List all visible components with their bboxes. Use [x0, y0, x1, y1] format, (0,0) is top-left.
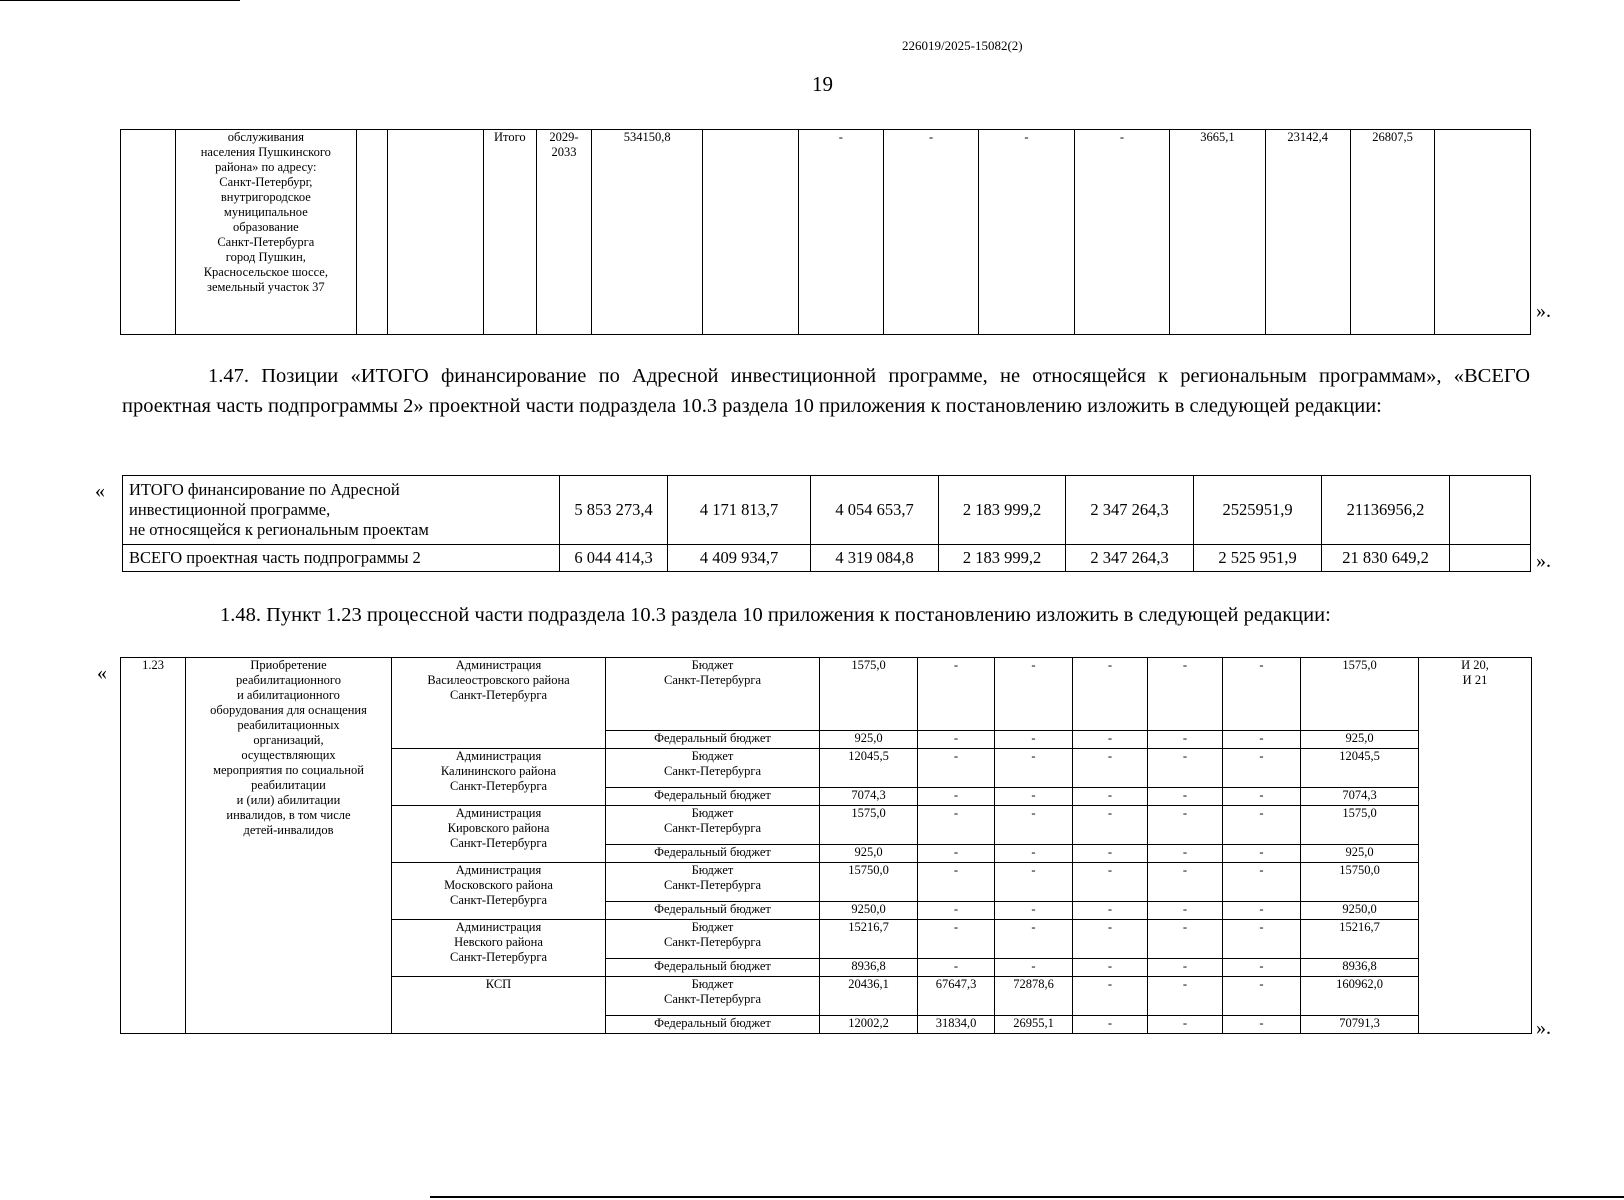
value-cell: 7074,3 — [820, 788, 918, 806]
value-cell: - — [1073, 806, 1148, 845]
value-cell: 7074,3 — [1301, 788, 1419, 806]
empty-cell — [1450, 476, 1531, 545]
close-quote: ». — [1536, 300, 1551, 322]
value-cell: - — [918, 845, 995, 863]
value-cell: 2 525 951,9 — [1194, 545, 1322, 572]
executor-line: Санкт-Петербурга — [449, 893, 547, 907]
value-cell: 925,0 — [1301, 731, 1419, 749]
value-cell: 1575,0 — [1301, 658, 1419, 731]
value-cell: - — [1148, 1016, 1223, 1034]
funding-source — [606, 902, 820, 920]
value-cell: - — [1148, 788, 1223, 806]
description-line: Санкт-Петербург, — [219, 175, 313, 189]
value-cell: - — [918, 863, 995, 902]
executor-line: Невского района — [454, 935, 543, 949]
source-line: Санкт-Петербурга — [663, 935, 761, 949]
source-line: Федеральный бюджет — [654, 902, 771, 916]
value-cell: 4 171 813,7 — [668, 476, 811, 545]
value-cell: - — [1073, 658, 1148, 731]
value-cell: 15750,0 — [1301, 863, 1419, 902]
executor-line: КСП — [485, 977, 512, 991]
process-table — [120, 657, 1532, 1034]
value-cell: - — [995, 731, 1073, 749]
value-cell: - — [1073, 1016, 1148, 1034]
item-number: 1.23 — [121, 658, 186, 1034]
indicator-line: И 21 — [1462, 673, 1488, 687]
source-line: Санкт-Петербурга — [663, 821, 761, 835]
value-cell: - — [1223, 806, 1301, 845]
executor-cell — [392, 920, 606, 977]
description-line: Санкт-Петербурга — [217, 235, 315, 249]
value-cell: - — [918, 658, 995, 731]
name-line: реабилитационного — [236, 673, 341, 687]
value-cell: - — [995, 788, 1073, 806]
total-cell: 534150,8 — [592, 130, 703, 335]
label-line: не относящейся к региональным проектам — [129, 519, 429, 539]
value-cell: - — [1148, 959, 1223, 977]
value-cell: - — [1223, 902, 1301, 920]
description-line: муниципальное — [223, 205, 308, 219]
source-line: Бюджет — [691, 920, 734, 934]
value-cell: - — [1148, 731, 1223, 749]
value-cell: 12002,2 — [820, 1016, 918, 1034]
value-cell: - — [995, 902, 1073, 920]
value-cell: 21 830 649,2 — [1322, 545, 1450, 572]
source-line: Санкт-Петербурга — [663, 992, 761, 1006]
value-cell: 3665,1 — [1170, 130, 1265, 335]
value-cell: - — [1223, 863, 1301, 902]
source-line: Санкт-Петербурга — [663, 673, 761, 687]
executor-cell — [392, 977, 606, 1034]
top-rule — [0, 0, 240, 1]
totals-table — [122, 475, 1531, 572]
source-line: Санкт-Петербурга — [663, 878, 761, 892]
value-cell: 5 853 273,4 — [560, 476, 668, 545]
source-line: Бюджет — [691, 749, 734, 763]
value-cell: - — [995, 959, 1073, 977]
value-cell: - — [1073, 977, 1148, 1016]
executor-line: Администрация — [455, 920, 542, 934]
value-cell: 26955,1 — [995, 1016, 1073, 1034]
funding-source — [606, 977, 820, 1016]
paragraph-1-47: 1.47. Позиции «ИТОГО финансирование по Адресной инвестиционной программе, не относящейся к региональным программам», «ВСЕГО проектная часть подпрограммы 2» проектной части подраздела 10.3 раздела 10 приложения к постановлению изложить в следующей редакции: — [122, 365, 1530, 417]
dash-cell: - — [979, 130, 1074, 335]
funding-source — [606, 845, 820, 863]
value-cell: - — [1073, 731, 1148, 749]
source-line: Федеральный бюджет — [654, 1016, 771, 1030]
label-line: инвестиционной программе, — [129, 500, 331, 520]
value-cell: 2 183 999,2 — [939, 545, 1066, 572]
funding-source — [606, 749, 820, 788]
value-cell: - — [1223, 977, 1301, 1016]
name-line: Приобретение — [250, 658, 327, 672]
description-line: земельный участок 37 — [207, 280, 325, 294]
value-cell: 8936,8 — [1301, 959, 1419, 977]
source-line: Бюджет — [691, 863, 734, 877]
object-description — [176, 130, 356, 335]
executor-line: Кировского района — [447, 821, 550, 835]
value-cell: - — [1148, 806, 1223, 845]
name-line: и (или) абилитации — [236, 793, 341, 807]
source-line: Федеральный бюджет — [654, 788, 771, 802]
value-cell: 6 044 414,3 — [560, 545, 668, 572]
value-cell: 925,0 — [820, 845, 918, 863]
open-quote: « — [97, 662, 107, 684]
executor-line: Администрация — [455, 863, 542, 877]
funding-source — [606, 806, 820, 845]
value-cell: 8936,8 — [820, 959, 918, 977]
indicator-line: И 20, — [1461, 658, 1489, 672]
value-cell: 12045,5 — [1301, 749, 1419, 788]
name-line: организаций, — [253, 733, 324, 747]
period-cell: 2029-2033 — [536, 130, 591, 335]
name-line: оборудования для оснащения — [210, 703, 367, 717]
empty-cell — [1450, 545, 1531, 572]
row-label — [123, 476, 560, 545]
value-cell: - — [918, 959, 995, 977]
source-line: Санкт-Петербурга — [663, 764, 761, 778]
empty-cell — [703, 130, 798, 335]
executor-cell — [392, 749, 606, 806]
description-line: город Пушкин, — [225, 250, 306, 264]
executor-cell — [392, 658, 606, 749]
dash-cell: - — [798, 130, 883, 335]
value-cell: - — [1073, 902, 1148, 920]
label-line: ВСЕГО проектная часть подпрограммы 2 — [129, 548, 421, 568]
value-cell: 20436,1 — [820, 977, 918, 1016]
value-cell: 9250,0 — [820, 902, 918, 920]
value-cell: - — [995, 749, 1073, 788]
value-cell: - — [1223, 845, 1301, 863]
executor-line: Московского района — [444, 878, 553, 892]
value-cell: 1575,0 — [820, 806, 918, 845]
value-cell: 23142,4 — [1265, 130, 1350, 335]
value-cell: - — [918, 749, 995, 788]
funding-source — [606, 658, 820, 731]
row-label — [123, 545, 560, 572]
value-cell: - — [918, 920, 995, 959]
funding-source — [606, 920, 820, 959]
executor-line: Санкт-Петербурга — [449, 688, 547, 702]
value-cell: 15750,0 — [820, 863, 918, 902]
executor-cell — [392, 806, 606, 863]
value-cell: 4 054 653,7 — [811, 476, 939, 545]
value-cell: - — [995, 920, 1073, 959]
value-cell: - — [1148, 749, 1223, 788]
name-line: реабилитации — [251, 778, 326, 792]
value-cell: - — [1073, 959, 1148, 977]
value-cell: - — [1223, 731, 1301, 749]
source-line: Федеральный бюджет — [654, 959, 771, 973]
value-cell: - — [995, 845, 1073, 863]
value-cell: 925,0 — [820, 731, 918, 749]
label-line: ИТОГО финансирование по Адресной — [129, 480, 400, 500]
paragraph-1-48: 1.48. Пункт 1.23 процессной части подраздела 10.3 раздела 10 приложения к постановлению изложить в следующей редакции: — [220, 604, 1331, 626]
executor-line: Администрация — [455, 658, 542, 672]
description-line: внутригородское — [220, 190, 311, 204]
value-cell: 2525951,9 — [1194, 476, 1322, 545]
value-cell: 2 347 264,3 — [1066, 545, 1194, 572]
source-line: Федеральный бюджет — [654, 845, 771, 859]
funding-source — [606, 731, 820, 749]
empty-cell — [121, 130, 176, 335]
value-cell: 15216,7 — [820, 920, 918, 959]
value-cell: 31834,0 — [918, 1016, 995, 1034]
empty-cell — [356, 130, 388, 335]
value-cell: - — [1148, 920, 1223, 959]
value-cell: 70791,3 — [1301, 1016, 1419, 1034]
value-cell: 12045,5 — [820, 749, 918, 788]
value-cell: 21136956,2 — [1322, 476, 1450, 545]
value-cell: - — [1148, 977, 1223, 1016]
source-line: Бюджет — [691, 977, 734, 991]
value-cell: - — [1223, 959, 1301, 977]
name-line: детей-инвалидов — [243, 823, 334, 837]
value-cell: - — [1223, 658, 1301, 731]
value-cell: 160962,0 — [1301, 977, 1419, 1016]
value-cell: - — [995, 658, 1073, 731]
value-cell: - — [1148, 863, 1223, 902]
name-line: и абилитационного — [237, 688, 340, 702]
value-cell: - — [1148, 902, 1223, 920]
page-number: 19 — [812, 72, 833, 96]
name-line: осуществляющих — [241, 748, 336, 762]
executor-line: Василеостровского района — [427, 673, 570, 687]
close-quote: ». — [1536, 550, 1551, 572]
value-cell: - — [995, 863, 1073, 902]
description-line: обслуживания — [227, 130, 304, 144]
value-cell: - — [1148, 845, 1223, 863]
open-quote: « — [95, 480, 105, 502]
dash-cell: - — [883, 130, 978, 335]
value-cell: 1575,0 — [820, 658, 918, 731]
indicators-cell — [1419, 658, 1532, 1034]
executor-line: Калининского района — [440, 764, 557, 778]
description-line: образование — [232, 220, 299, 234]
value-cell: 4 409 934,7 — [668, 545, 811, 572]
document-id: 226019/2025-15082(2) — [902, 38, 1023, 53]
value-cell: 2 347 264,3 — [1066, 476, 1194, 545]
value-cell: - — [918, 731, 995, 749]
value-cell: - — [1223, 920, 1301, 959]
executor-cell — [392, 863, 606, 920]
value-cell: 1575,0 — [1301, 806, 1419, 845]
source-line: Бюджет — [691, 658, 734, 672]
funding-source — [606, 788, 820, 806]
funding-source — [606, 863, 820, 902]
program-table-fragment — [120, 129, 1531, 335]
dash-cell: - — [1074, 130, 1169, 335]
source-cell: Итого — [483, 130, 536, 335]
value-cell: 4 319 084,8 — [811, 545, 939, 572]
executor-line: Администрация — [455, 806, 542, 820]
value-cell: 2 183 999,2 — [939, 476, 1066, 545]
item-name — [186, 658, 392, 1034]
name-line: инвалидов, в том числе — [226, 808, 351, 822]
value-cell: 925,0 — [1301, 845, 1419, 863]
close-quote: ». — [1536, 1017, 1551, 1039]
executor-line: Санкт-Петербурга — [449, 836, 547, 850]
executor-line: Санкт-Петербурга — [449, 779, 547, 793]
value-cell: - — [1073, 788, 1148, 806]
description-line: населения Пушкинского — [200, 145, 331, 159]
value-cell: - — [918, 788, 995, 806]
source-line: Бюджет — [691, 806, 734, 820]
funding-source — [606, 959, 820, 977]
value-cell: 67647,3 — [918, 977, 995, 1016]
value-cell: - — [1073, 920, 1148, 959]
value-cell: - — [1073, 749, 1148, 788]
description-line: района» по адресу: — [215, 160, 317, 174]
value-cell: - — [1148, 658, 1223, 731]
value-cell: - — [1223, 1016, 1301, 1034]
funding-source — [606, 1016, 820, 1034]
source-line: Федеральный бюджет — [654, 731, 771, 745]
value-cell: - — [918, 806, 995, 845]
value-cell: 26807,5 — [1350, 130, 1435, 335]
value-cell: - — [1223, 749, 1301, 788]
empty-cell — [388, 130, 483, 335]
empty-cell — [1435, 130, 1531, 335]
value-cell: - — [1073, 845, 1148, 863]
executor-line: Санкт-Петербурга — [449, 950, 547, 964]
value-cell: 72878,6 — [995, 977, 1073, 1016]
description-line: Красносельское шоссе, — [203, 265, 328, 279]
bottom-rule — [430, 1196, 1624, 1198]
value-cell: - — [1073, 863, 1148, 902]
value-cell: - — [1223, 788, 1301, 806]
name-line: мероприятия по социальной — [213, 763, 364, 777]
value-cell: - — [995, 806, 1073, 845]
executor-line: Администрация — [455, 749, 542, 763]
value-cell: - — [918, 902, 995, 920]
value-cell: 15216,7 — [1301, 920, 1419, 959]
name-line: реабилитационных — [237, 718, 340, 732]
value-cell: 9250,0 — [1301, 902, 1419, 920]
